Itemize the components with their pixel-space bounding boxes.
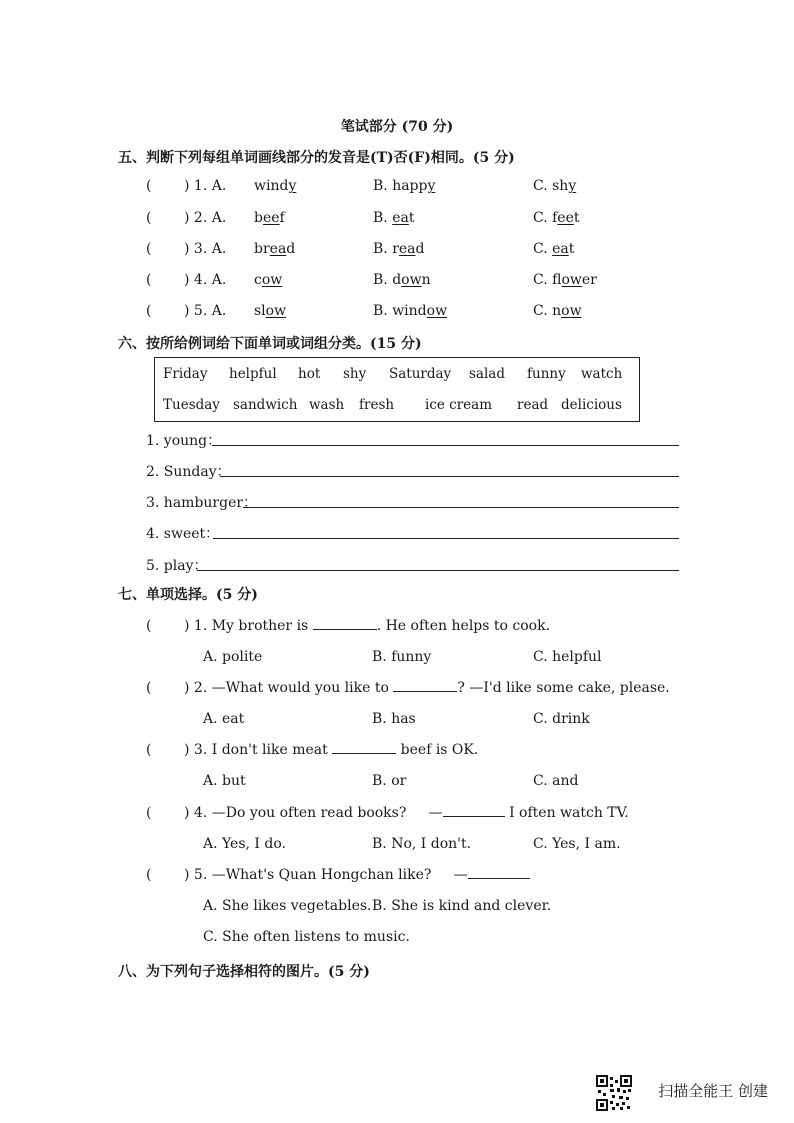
- answer-paren: (: [146, 303, 152, 319]
- underlined-letters: ea: [552, 241, 569, 257]
- option-text: b: [254, 210, 263, 226]
- option-text: er: [581, 272, 597, 288]
- item-number: ) 3. A.: [184, 241, 227, 257]
- question-stem: ) 1. My brother is: [184, 618, 309, 634]
- item-number: ) 5. A.: [184, 303, 227, 319]
- word-box-item: ice cream: [425, 397, 493, 413]
- underlined-letters: ow: [261, 272, 283, 288]
- underlined-letters: ow: [561, 303, 582, 319]
- option-b: [373, 272, 431, 288]
- answer-paren: (: [146, 241, 152, 257]
- answer-blank[interactable]: [443, 805, 505, 817]
- question-text: [184, 618, 550, 634]
- option-a: [254, 178, 296, 194]
- answer-blank[interactable]: [393, 680, 457, 692]
- classify-prompt: 2. Sunday：: [146, 464, 231, 480]
- option-c: [533, 241, 574, 257]
- answer-paren: (: [146, 867, 152, 883]
- option-text: B. d: [373, 272, 402, 288]
- option-text: wind: [254, 178, 289, 194]
- section6-heading: 六、按所给例词给下面单词或词组分类。(15 分): [118, 336, 422, 352]
- answer-line[interactable]: [212, 445, 679, 446]
- option-b: B. funny: [372, 649, 432, 665]
- classify-prompt: 4. sweet：: [146, 526, 220, 542]
- underlined-letters: ee: [262, 210, 280, 226]
- word-box-item: sandwich: [233, 397, 298, 413]
- option-b: B. No, I don't.: [372, 836, 472, 852]
- option-text: B. wind: [373, 303, 427, 319]
- option-text: t: [568, 241, 575, 257]
- word-box-item: delicious: [561, 397, 622, 413]
- option-text: C. f: [533, 210, 558, 226]
- option-text: C. fl: [533, 272, 562, 288]
- answer-blank[interactable]: [468, 867, 530, 879]
- option-c: C. drink: [533, 711, 590, 727]
- option-text: B. happ: [373, 178, 428, 194]
- option-c: [533, 303, 582, 319]
- option-text: n: [421, 272, 431, 288]
- underlined-letters: y: [427, 178, 436, 194]
- word-box-item: fresh: [359, 397, 395, 413]
- option-a: [254, 272, 282, 288]
- option-a: A. Yes, I do.: [203, 836, 286, 852]
- classify-prompt: 5. play：: [146, 558, 208, 574]
- qr-code-icon: [596, 1075, 632, 1111]
- option-b: [373, 178, 435, 194]
- word-box-item: Tuesday: [163, 397, 220, 413]
- section7-heading: 七、单项选择。(5 分): [118, 587, 258, 603]
- section8-heading: 八、为下列句子选择相符的图片。(5 分): [118, 964, 370, 980]
- question-stem-end: I often watch TV.: [509, 805, 629, 821]
- question-stem: ) 4. —Do you often read books?: [184, 805, 407, 821]
- underlined-letters: y: [568, 178, 577, 194]
- underlined-letters: ea: [269, 241, 287, 257]
- option-text: t: [408, 210, 415, 226]
- option-text: sl: [254, 303, 266, 319]
- option-text: C.: [533, 241, 553, 257]
- word-box-item: hot: [298, 366, 321, 382]
- option-c: C. and: [533, 773, 579, 789]
- question-text: [184, 680, 670, 696]
- option-a: A. She likes vegetables.: [203, 898, 372, 914]
- question-stem-end: . He often helps to cook.: [376, 618, 551, 634]
- answer-paren: (: [146, 178, 152, 194]
- footer-credit: 扫描全能王 创建: [658, 1082, 768, 1100]
- option-text: f: [279, 210, 285, 226]
- option-c: [533, 210, 580, 226]
- option-text: C. sh: [533, 178, 569, 194]
- option-text: c: [254, 272, 262, 288]
- word-box-item: helpful: [229, 366, 277, 382]
- option-text: br: [254, 241, 270, 257]
- word-box-item: shy: [343, 366, 367, 382]
- answer-blank[interactable]: [313, 618, 377, 630]
- underlined-letters: ow: [426, 303, 448, 319]
- word-box-item: wash: [309, 397, 345, 413]
- answer-paren: (: [146, 210, 152, 226]
- section5-heading: 五、判断下列每组单词画线部分的发音是(T)否(F)相同。(5 分): [118, 150, 515, 166]
- option-text: t: [573, 210, 580, 226]
- dash: —: [453, 867, 468, 883]
- option-c: [533, 272, 597, 288]
- item-number: ) 2. A.: [184, 210, 227, 226]
- answer-paren: (: [146, 742, 152, 758]
- word-box-item: funny: [527, 366, 566, 382]
- question-stem: ) 5. —What's Quan Hongchan like?: [184, 867, 432, 883]
- question-stem: ) 3. I don't like meat: [184, 742, 328, 758]
- option-c: C. helpful: [533, 649, 602, 665]
- dash: —: [428, 805, 443, 821]
- underlined-letters: ee: [557, 210, 574, 226]
- question-text: [184, 867, 530, 883]
- option-b: B. She is kind and clever.: [372, 898, 552, 914]
- classify-prompt: 1. young：: [146, 433, 222, 449]
- word-box-item: Saturday: [389, 366, 452, 382]
- option-text: C. n: [533, 303, 562, 319]
- option-a: [254, 303, 286, 319]
- word-box-item: watch: [581, 366, 623, 382]
- option-c: C. She often listens to music.: [203, 929, 410, 945]
- underlined-letters: ow: [401, 272, 422, 288]
- option-b: B. has: [372, 711, 416, 727]
- question-stem: ) 2. —What would you like to: [184, 680, 389, 696]
- option-text: B. r: [373, 241, 399, 257]
- question-stem-end: beef is OK.: [400, 742, 479, 758]
- word-box-item: Friday: [163, 366, 208, 382]
- item-number: ) 4. A.: [184, 272, 227, 288]
- underlined-letters: ea: [398, 241, 416, 257]
- answer-paren: (: [146, 805, 152, 821]
- option-a: A. eat: [203, 711, 245, 727]
- word-box-item: salad: [469, 366, 505, 382]
- option-a: [254, 241, 295, 257]
- underlined-letters: ow: [561, 272, 582, 288]
- option-c: C. Yes, I am.: [533, 836, 621, 852]
- answer-paren: (: [146, 680, 152, 696]
- word-box: [154, 357, 640, 422]
- page-title: 笔试部分 (70 分): [340, 119, 454, 135]
- option-text: B.: [373, 210, 393, 226]
- question-text: [184, 805, 629, 821]
- answer-line[interactable]: [243, 507, 679, 508]
- item-number: ) 1. A.: [184, 178, 227, 194]
- option-b: [373, 303, 447, 319]
- option-b: B. or: [372, 773, 407, 789]
- option-text: d: [415, 241, 425, 257]
- option-text: d: [286, 241, 296, 257]
- classify-prompt: 3. hamburger：: [146, 495, 258, 511]
- option-b: [373, 210, 414, 226]
- underlined-letters: ea: [392, 210, 409, 226]
- option-b: [373, 241, 425, 257]
- answer-line[interactable]: [220, 476, 679, 477]
- answer-paren: (: [146, 272, 152, 288]
- answer-line[interactable]: [197, 570, 679, 571]
- underlined-letters: y: [288, 178, 297, 194]
- option-c: [533, 178, 576, 194]
- answer-paren: (: [146, 618, 152, 634]
- option-a: A. but: [203, 773, 246, 789]
- underlined-letters: ow: [265, 303, 287, 319]
- word-box-item: read: [517, 397, 549, 413]
- option-a: A. polite: [203, 649, 263, 665]
- question-stem-end: ? —I'd like some cake, please.: [457, 680, 670, 696]
- option-a: [254, 210, 285, 226]
- answer-blank[interactable]: [332, 742, 396, 754]
- question-text: [184, 742, 478, 758]
- answer-line[interactable]: [213, 538, 679, 539]
